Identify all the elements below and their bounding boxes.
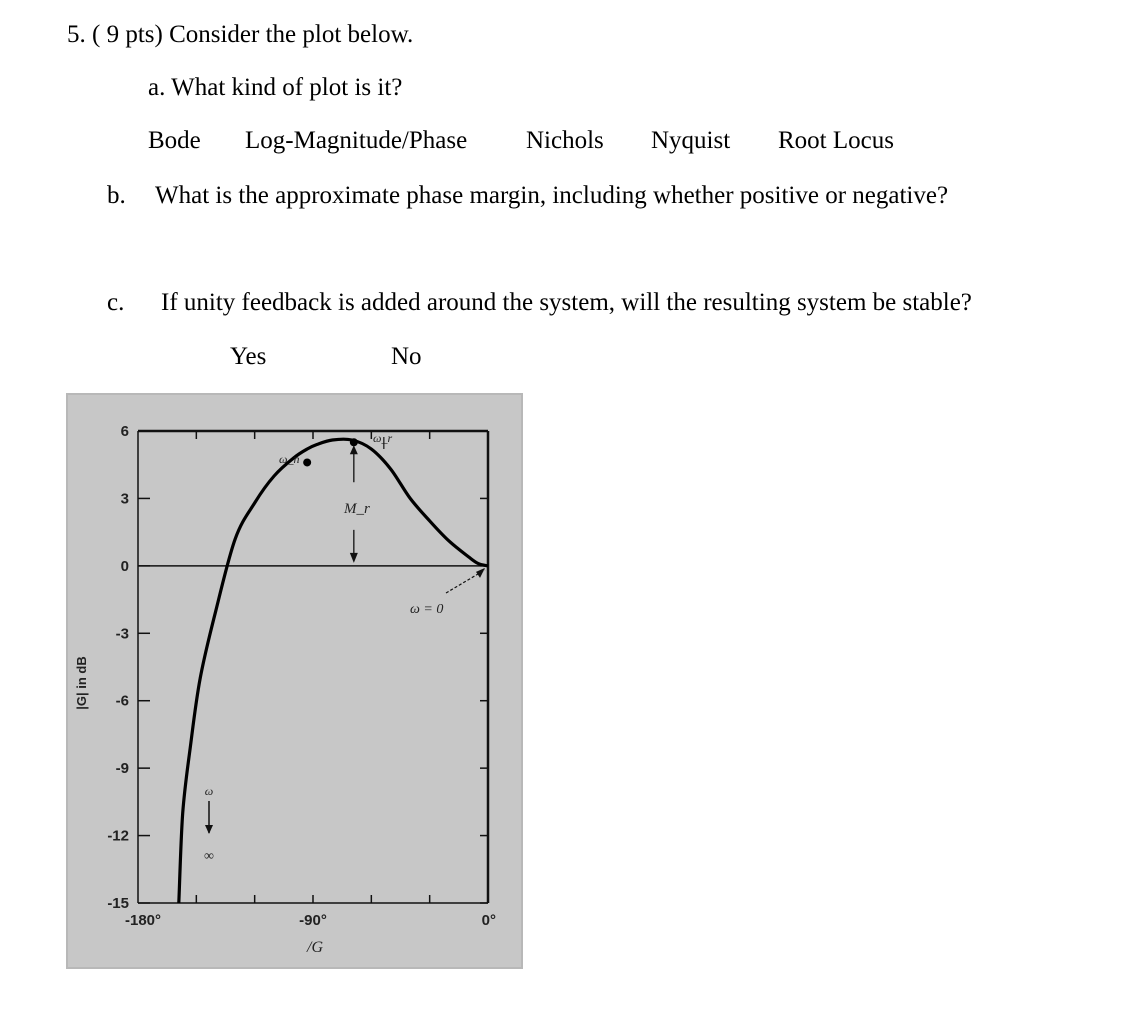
marker-ωn [303, 458, 311, 466]
x-tick-label: 0° [481, 912, 496, 929]
part-a-prompt: a. What kind of plot is it? [148, 74, 403, 101]
option-bode[interactable]: Bode [148, 127, 201, 154]
part-b-label: b. [107, 182, 126, 209]
part-c-prompt: If unity feedback is added around the system, will the resulting system be stable? [161, 289, 972, 316]
annotation-omega: ω [204, 784, 214, 798]
nichols-chart [66, 393, 523, 969]
x-axis-label: /G [307, 939, 323, 956]
option-yes[interactable]: Yes [230, 343, 267, 370]
option-nichols[interactable]: Nichols [526, 127, 604, 154]
annotation-infinity: ∞ [204, 849, 214, 864]
x-tick-label: -180° [124, 912, 162, 929]
y-tick-label: 3 [120, 490, 129, 508]
option-no[interactable]: No [391, 343, 422, 370]
y-tick-label: -3 [115, 625, 129, 643]
marker-ωr [350, 438, 358, 446]
y-axis-label: |G| in dB [74, 656, 89, 710]
annotation-omega-r: ω_r [373, 431, 393, 445]
y-tick-label: 6 [120, 423, 129, 440]
y-tick-label: -15 [107, 895, 129, 912]
annotation-omega-zero: ω = 0 [410, 602, 444, 617]
x-tick-label: -90° [299, 912, 327, 929]
question-header: 5. ( 9 pts) Consider the plot below. [67, 21, 414, 48]
part-b-prompt: What is the approximate phase margin, including whether positive or negative? [155, 182, 949, 209]
y-tick-label: -6 [115, 692, 129, 710]
y-tick-label: 0 [120, 557, 129, 575]
option-log-magnitude-phase[interactable]: Log-Magnitude/Phase [245, 127, 468, 154]
chart-background [66, 393, 523, 969]
annotation-omega-n: ω_n [279, 452, 300, 466]
part-c-label: c. [107, 289, 125, 316]
option-root-locus[interactable]: Root Locus [778, 127, 894, 154]
y-tick-label: -9 [115, 760, 129, 778]
annotation-mr: M_r [344, 501, 370, 517]
y-tick-label: -12 [107, 827, 129, 845]
option-nyquist[interactable]: Nyquist [651, 127, 731, 154]
